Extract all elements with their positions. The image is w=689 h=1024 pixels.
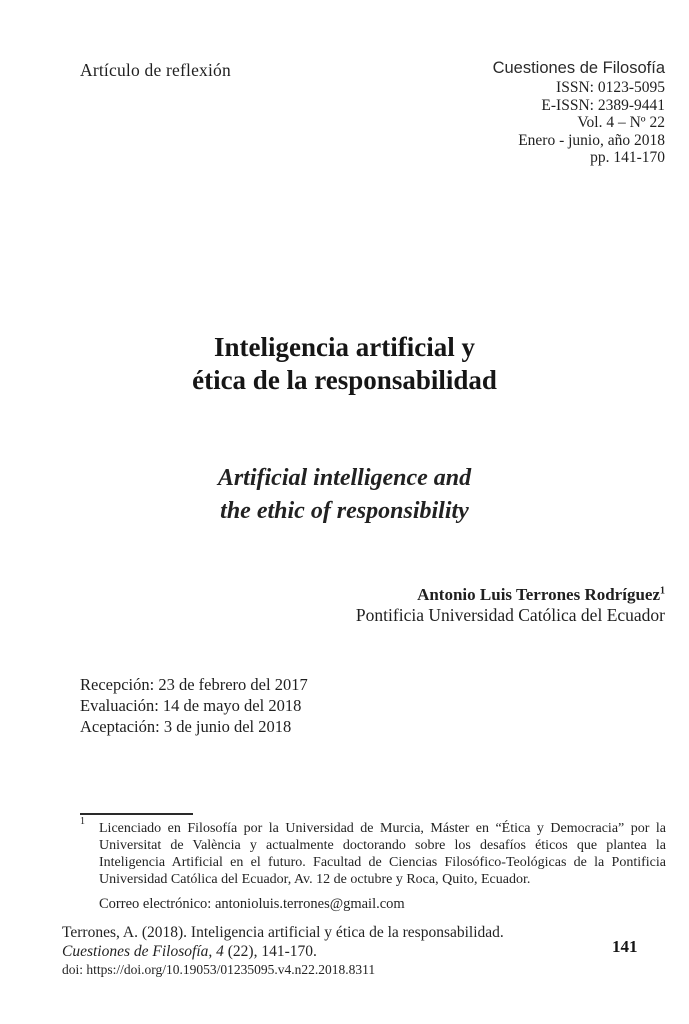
footnote-email-line: Correo electrónico: antonioluis.terrones@gmail.com <box>99 896 405 912</box>
journal-issn: ISSN: 0123-5095 <box>556 79 665 96</box>
footnote-row <box>80 816 666 913</box>
citation-journal-italic: Cuestiones de Filosofía, 4 <box>62 942 224 960</box>
citation-line1: Terrones, A. (2018). Inteligencia artificial y ética de la responsabilidad. <box>62 924 504 941</box>
author-affiliation: Pontificia Universidad Católica del Ecuador <box>355 605 665 625</box>
footnote-text-column <box>99 820 666 913</box>
journal-name: Cuestiones de Filosofía <box>492 59 665 77</box>
citation-doi: doi: https://doi.org/10.19053/01235095.v4.n22.2018.8311 <box>62 962 376 977</box>
journal-volume: Vol. 4 – Nº 22 <box>577 114 665 131</box>
article-title-spanish-line1: Inteligencia artificial y <box>214 332 475 362</box>
journal-period: Enero - junio, año 2018 <box>518 131 665 149</box>
citation-line2 <box>62 943 504 962</box>
citation-issue-pages: (22), 141-170. <box>223 942 317 960</box>
author-block <box>356 585 665 625</box>
author-footnote-marker: 1 <box>660 585 665 597</box>
article-title-english-line2: the ethic of responsibility <box>220 498 469 524</box>
article-title-english <box>0 462 689 528</box>
footnote-marker: 1 <box>80 816 85 827</box>
evaluation-date: Evaluación: 14 de mayo del 2018 <box>80 696 302 715</box>
submission-dates-block <box>80 674 308 737</box>
article-title-spanish-line2: ética de la responsabilidad <box>192 365 497 395</box>
author-name-text: Antonio Luis Terrones Rodríguez <box>417 585 660 604</box>
article-title-english-line1: Artificial intelligence and <box>217 465 472 491</box>
acceptance-date: Aceptación: 3 de junio del 2018 <box>80 717 292 736</box>
article-title-spanish <box>0 331 689 397</box>
article-type-label: Artículo de reflexión <box>80 60 231 80</box>
journal-pages: pp. 141-170 <box>590 149 665 166</box>
footnote-separator-rule <box>80 813 193 815</box>
author-name <box>356 585 665 605</box>
journal-eissn: E-ISSN: 2389-9441 <box>541 96 665 114</box>
footnote-block <box>80 813 666 913</box>
journal-header-block <box>493 57 665 167</box>
citation-block <box>62 924 504 978</box>
footnote-text: Licenciado en Filosofía por la Universidad de Murcia, Máster en “Ética y Democracia” por la Universitat de València y actualmente doctorando sobre los desafíos éticos que plantea la Inteligencia Artificial en el futuro. Facultad de Ciencias Filosófico-Teológicas de la Pontificia Universidad Católica del Ecuador, Av. 12 de octubre y Roca, Quito, Ecuador. <box>99 821 666 887</box>
page-number: 141 <box>612 937 638 956</box>
reception-date: Recepción: 23 de febrero del 2017 <box>80 675 308 694</box>
